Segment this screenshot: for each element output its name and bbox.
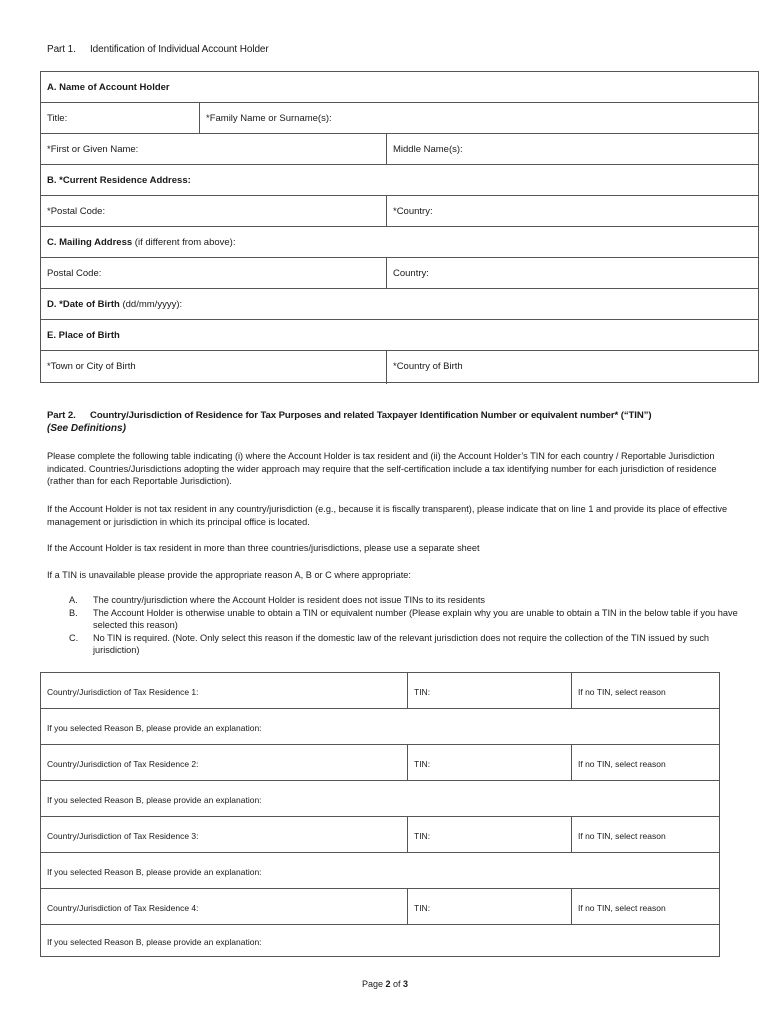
middle-name-field[interactable] [386,134,760,164]
reason-letter: B. [69,607,78,618]
reason-select[interactable] [571,889,721,924]
residence-country-field[interactable] [386,196,760,226]
tax-country-label: Country/Jurisdiction of Tax Residence 4: [47,903,199,913]
section-e-row [41,320,758,351]
page-of: of [390,979,404,989]
part1-number: Part 1. [47,44,76,55]
section-a-heading: A. Name of Account Holder [47,82,170,93]
reason-select[interactable] [571,673,721,708]
part1-heading [47,44,269,55]
explanation-field[interactable] [41,925,719,956]
section-c-heading [41,227,758,257]
part1-title: Identification of Individual Account Holder [90,44,269,55]
instructions-paragraph-4: If a TIN is unavailable please provide the appropriate reason A, B or C where appropriate: [47,570,411,580]
tax-country-label: Country/Jurisdiction of Tax Residence 1: [47,687,199,697]
country-of-birth-field[interactable] [386,351,760,384]
tax-country-field[interactable] [41,745,407,780]
tin-field[interactable] [407,817,571,852]
reason-select-label: If no TIN, select reason [578,831,666,841]
reason-list [69,594,739,657]
explanation-label: If you selected Reason B, please provide an explanation: [47,937,262,947]
section-a-row [41,72,758,103]
part2-subtitle: (See Definitions) [47,423,126,434]
explanation-row-1 [41,709,719,745]
mailing-row [41,258,758,289]
dob-title: D. *Date of Birth [47,299,120,310]
tin-field[interactable] [407,673,571,708]
explanation-field[interactable] [41,781,719,816]
explanation-row-3 [41,853,719,889]
page-number [0,979,770,989]
tax-residence-row-4 [41,889,719,925]
reason-b [69,607,739,632]
explanation-row-4 [41,925,719,956]
part2-number: Part 2. [47,410,76,421]
tin-field[interactable] [407,745,571,780]
reason-select-label: If no TIN, select reason [578,759,666,769]
town-of-birth-field[interactable] [41,351,386,384]
tax-country-field[interactable] [41,817,407,852]
country-of-birth-label: *Country of Birth [393,361,463,372]
title-label: Title: [47,113,68,124]
residence-row [41,196,758,227]
dob-row [41,289,758,320]
part2-heading [47,410,651,421]
birthplace-row [41,351,758,384]
family-name-label: *Family Name or Surname(s): [206,113,332,124]
explanation-field[interactable] [41,709,719,744]
explanation-label: If you selected Reason B, please provide an explanation: [47,867,262,877]
date-of-birth-field[interactable] [41,289,758,319]
reason-select-label: If no TIN, select reason [578,687,666,697]
reason-select[interactable] [571,745,721,780]
explanation-field[interactable] [41,853,719,888]
given-name-row [41,134,758,165]
explanation-label: If you selected Reason B, please provide an explanation: [47,723,262,733]
tax-residence-table [40,672,720,957]
section-e-heading: E. Place of Birth [47,330,120,341]
tin-label: TIN: [414,759,431,769]
section-b-row [41,165,758,196]
first-name-field[interactable] [41,134,386,164]
first-name-label: *First or Given Name: [47,144,139,155]
tax-residence-row-2 [41,745,719,781]
instructions-paragraph-2: If the Account Holder is not tax resident in any country/jurisdiction (e.g., because it is fiscally transparent), please indicate that on line 1 and provide its place of effective management or jurisdiction in which its principal office is located. [47,504,728,527]
reason-text: The country/jurisdiction where the Account Holder is resident does not issue TINs to its residents [93,595,486,605]
reason-text: The Account Holder is otherwise unable to obtain a TIN or equivalent number (Please explain why you are unable to obtain a TIN in the below table if you have selected this reason) [93,607,738,630]
name-row [41,103,758,134]
explanation-label: If you selected Reason B, please provide an explanation: [47,795,262,805]
town-of-birth-label: *Town or City of Birth [47,361,136,372]
reason-select[interactable] [571,817,721,852]
residence-country-label: *Country: [393,206,433,217]
residence-postal-code-label: *Postal Code: [47,206,106,217]
reason-letter: A. [69,595,78,605]
page-current: 2 [385,979,391,989]
reason-select-label: If no TIN, select reason [578,903,666,913]
account-holder-table [40,71,759,383]
tin-label: TIN: [414,687,431,697]
tax-country-label: Country/Jurisdiction of Tax Residence 2: [47,759,199,769]
mailing-country-field[interactable] [386,258,760,288]
section-b-heading: B. *Current Residence Address: [47,175,191,186]
tin-label: TIN: [414,831,431,841]
tax-country-field[interactable] [41,889,407,924]
tin-field[interactable] [407,889,571,924]
tin-label: TIN: [414,903,431,913]
instructions-paragraph-3: If the Account Holder is tax resident in more than three countries/jurisdictions, please use a separate sheet [47,543,480,553]
page-total: 3 [403,979,409,989]
tax-residence-row-1 [41,673,719,709]
mailing-postal-code-label: Postal Code: [47,268,102,279]
dob-note: (dd/mm/yyyy): [119,299,183,310]
tax-country-field[interactable] [41,673,407,708]
instructions-paragraph-1: Please complete the following table indicating (i) where the Account Holder is tax resident and (ii) the Account Holder’s TIN for each country / Reportable Jurisdiction indicated. Countries/Jurisdictions adopting the wider approach may require that the self-certification include a tax identifying number for each jurisdiction of residence (rather than for each Reportable Jurisdiction). [47,451,717,486]
title-field[interactable] [41,103,199,133]
tax-country-label: Country/Jurisdiction of Tax Residence 3: [47,831,199,841]
family-name-field[interactable] [199,103,760,133]
reason-c [69,632,739,657]
tax-residence-row-3 [41,817,719,853]
reason-letter: C. [69,632,79,643]
middle-name-label: Middle Name(s): [393,144,463,155]
mailing-country-label: Country: [393,268,429,279]
section-c-row [41,227,758,258]
explanation-row-2 [41,781,719,817]
section-c-title: C. Mailing Address [47,237,133,248]
reason-text: No TIN is required. (Note. Only select this reason if the domestic law of the relevant jurisdiction does not require the collection of the TIN issued by such jurisdiction) [93,632,710,655]
part2-title: Country/Jurisdiction of Residence for Tax Purposes and related Taxpayer Identification Number or equivalent number* (“TIN”) [90,410,652,421]
mailing-postal-code-field[interactable] [41,258,386,288]
residence-postal-code-field[interactable] [41,196,386,226]
page-prefix: Page [361,979,386,989]
reason-a [69,594,739,607]
section-c-note: (if different from above): [132,237,236,248]
